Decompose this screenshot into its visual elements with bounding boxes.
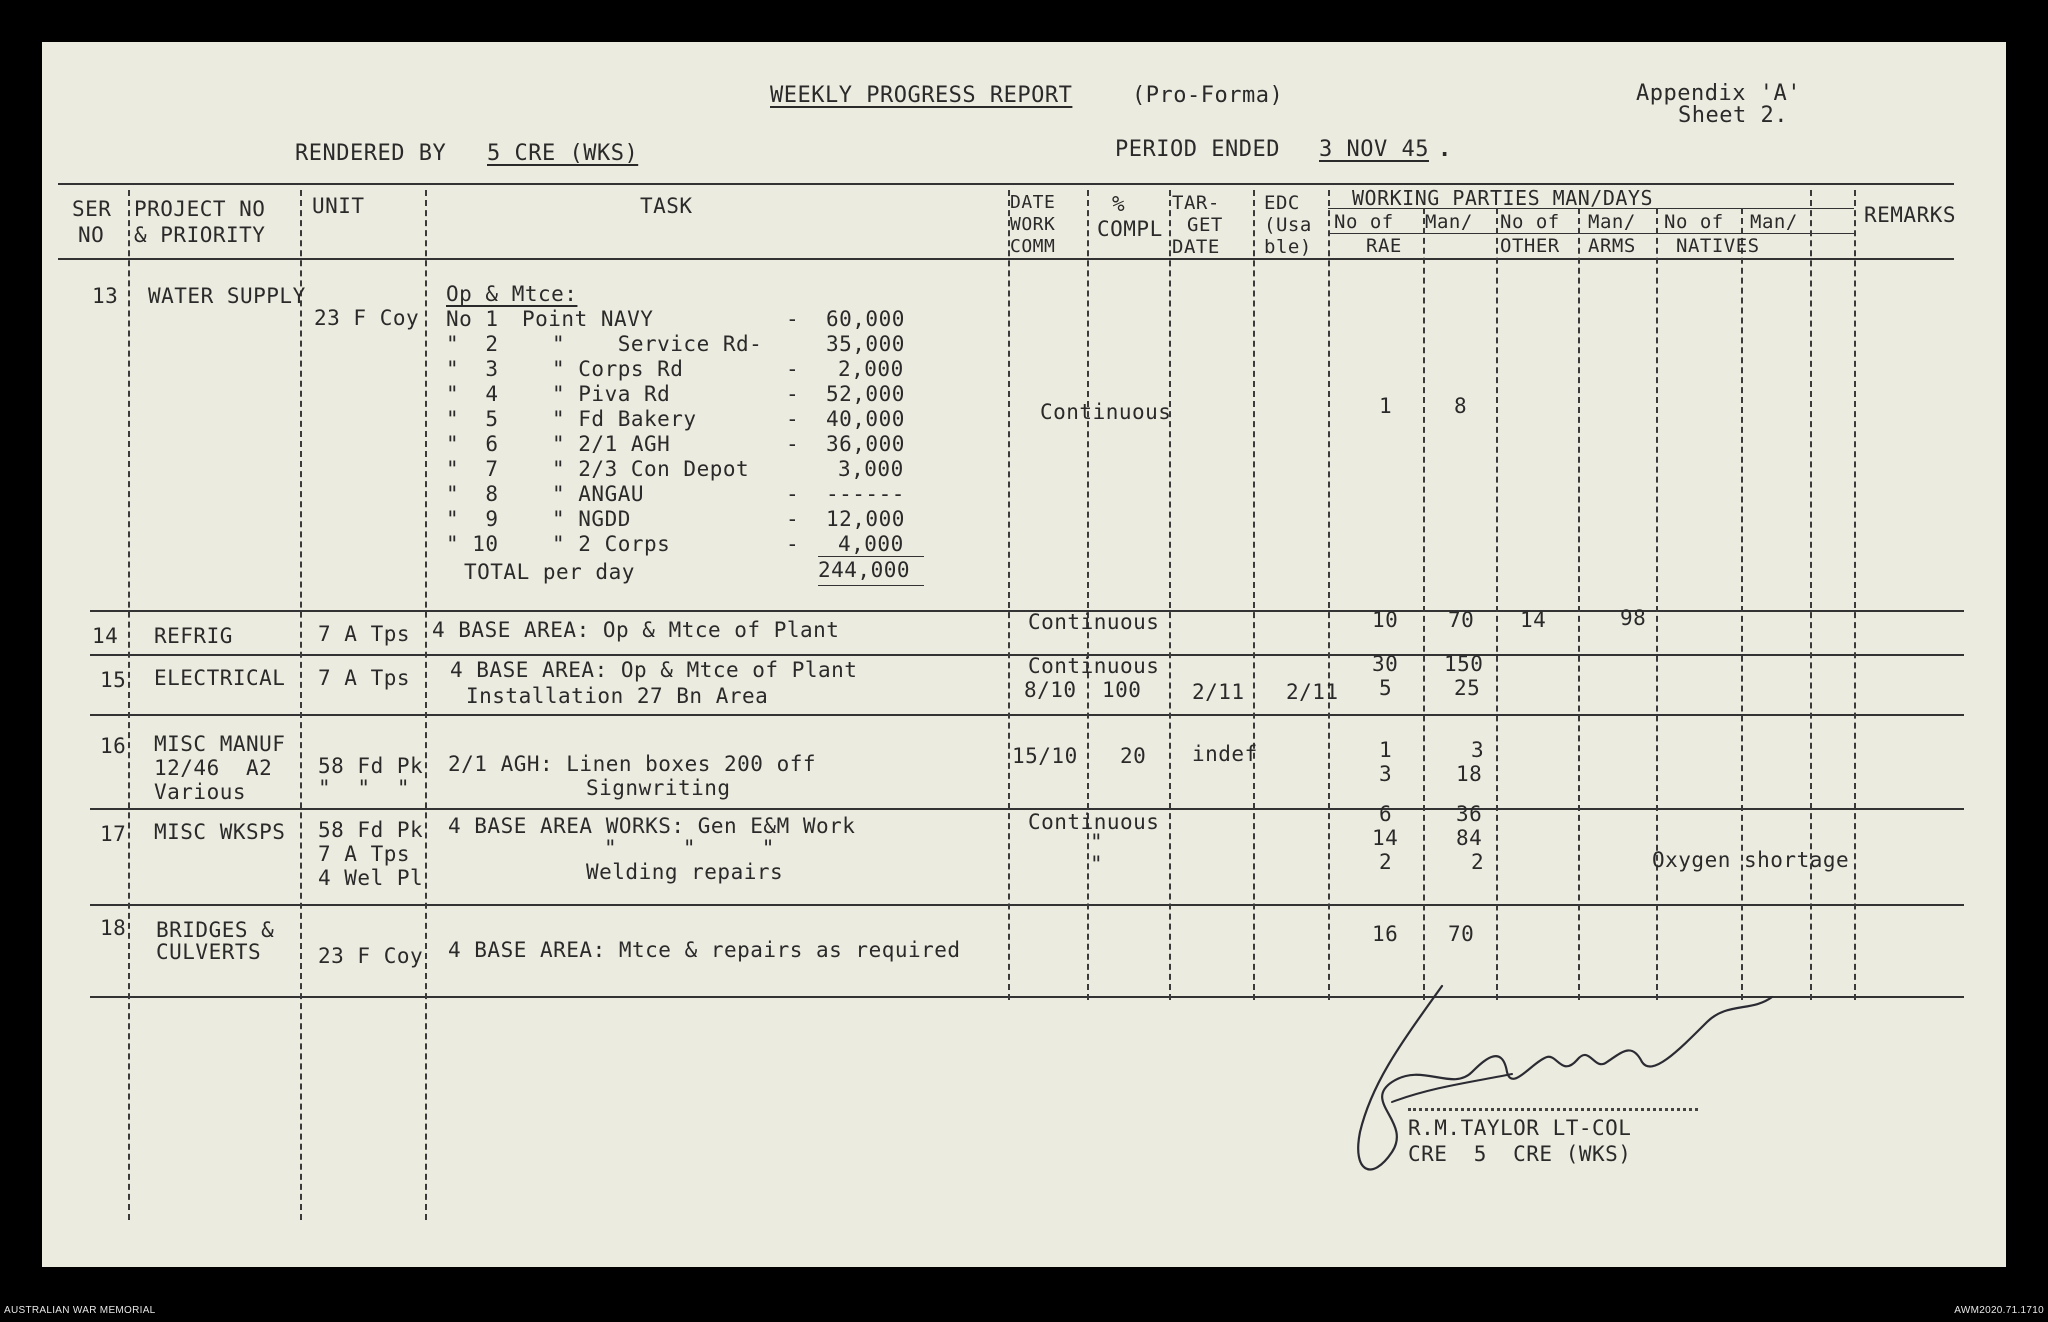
row-13-rae-no: 1 (1379, 394, 1393, 418)
col-header-arms: ARMS (1588, 235, 1636, 257)
row-16-rae-no-2: 3 (1379, 762, 1393, 786)
row-17-unit-1: 58 Fd Pk (318, 818, 424, 842)
row-15-date-1: Continuous (1028, 654, 1160, 678)
rendered-by-label: RENDERED BY (295, 141, 447, 166)
row-15-task-1: 4 BASE AREA: Op & Mtce of Plant (450, 658, 858, 682)
col-header-date-2: WORK (1010, 214, 1056, 235)
water-point-no: No 1 (446, 307, 499, 331)
col-header-edc-1: EDC (1264, 192, 1300, 214)
row-16-unit-1: 58 Fd Pk (318, 754, 424, 778)
row-18-project-2: CULVERTS (156, 940, 262, 964)
col-header-other: OTHER (1500, 235, 1560, 257)
row-rule-14 (90, 654, 1964, 656)
row-15-pct: 100 (1102, 678, 1142, 702)
row-rule-16 (90, 808, 1964, 810)
col-header-no: NO (78, 223, 105, 247)
col-header-rae-no: No of (1334, 211, 1394, 233)
row-17-task-3: Welding repairs (586, 860, 784, 884)
row-15-rae-no-2: 5 (1379, 676, 1393, 700)
col-header-task: TASK (640, 194, 693, 218)
row-rule-15 (90, 714, 1964, 716)
row-16-ser: 16 (100, 734, 127, 758)
row-17-project: MISC WKSPS (154, 820, 286, 844)
row-17-ser: 17 (100, 822, 127, 846)
row-13-total-label: TOTAL per day (464, 560, 635, 584)
col-rule-natives-man (1810, 190, 1812, 1000)
water-point-no: " 2 (446, 332, 499, 356)
row-16-task-2: Signwriting (586, 776, 731, 800)
col-header-target-3: DATE (1172, 236, 1220, 258)
row-15-project: ELECTRICAL (154, 666, 286, 690)
water-point-no: " 4 (446, 382, 499, 406)
total-rule-top (818, 556, 924, 557)
col-header-natives: NATIVES (1676, 235, 1760, 257)
col-header-date-1: DATE (1010, 192, 1056, 213)
row-14-unit: 7 A Tps (318, 622, 411, 646)
water-point-qty: ------ (826, 482, 905, 506)
handwritten-signature (1332, 982, 1832, 1212)
col-rule-other-no (1578, 208, 1580, 1000)
period-ended-label: PERIOD ENDED (1115, 137, 1280, 162)
water-point-name: " 2 Corps (552, 532, 671, 556)
col-header-rae-man: Man/ (1425, 211, 1473, 233)
water-point-name: " ANGAU (552, 482, 645, 506)
water-point-qty: 40,000 (826, 407, 905, 431)
water-point-dash: - (786, 507, 800, 531)
col-header-date-3: COMM (1010, 236, 1056, 257)
col-header-target-1: TAR- (1172, 192, 1220, 214)
col-rule-task (1008, 190, 1010, 1000)
row-17-rae-no-2: 14 (1372, 826, 1399, 850)
row-rule-17 (90, 904, 1964, 906)
col-rule-project (300, 190, 302, 1220)
row-17-rae-man-1: 36 (1456, 802, 1483, 826)
col-header-target-2: GET (1187, 214, 1223, 236)
row-17-date-1: Continuous (1028, 810, 1160, 834)
row-13-unit: 23 F Coy (314, 306, 420, 330)
header-bottom-rule (58, 258, 1954, 260)
row-16-target: indef (1192, 742, 1258, 766)
col-rule-rae-no (1423, 208, 1425, 1000)
row-15-unit: 7 A Tps (318, 666, 411, 690)
row-17-task-2: " " " (604, 836, 775, 860)
row-14-task: 4 BASE AREA: Op & Mtce of Plant (432, 618, 840, 642)
row-15-target: 2/11 (1192, 680, 1245, 704)
col-header-pct-1: % (1112, 192, 1126, 216)
row-17-date-3: " (1090, 852, 1104, 876)
row-16-task-1: 2/1 AGH: Linen boxes 200 off (448, 752, 817, 776)
water-point-name: " 2/1 AGH (552, 432, 671, 456)
water-point-dash: - (786, 407, 800, 431)
water-point-dash: - (786, 432, 800, 456)
water-point-name: " 2/3 Con Depot (552, 457, 750, 481)
row-15-edc: 2/11 (1286, 680, 1339, 704)
row-13-ser: 13 (92, 284, 119, 308)
row-17-remarks: Oxygen shortage (1652, 848, 1850, 872)
col-header-other-no: No of (1500, 211, 1560, 233)
table-top-rule (58, 183, 1954, 185)
water-point-no: " 7 (446, 457, 499, 481)
water-point-no: " 9 (446, 507, 499, 531)
water-point-name: " Piva Rd (552, 382, 671, 406)
col-rule-ser (128, 190, 130, 1220)
row-13-project: WATER SUPPLY (148, 284, 306, 308)
water-point-name: " Service Rd- (552, 332, 763, 356)
water-point-no: " 3 (446, 357, 499, 381)
col-rule-unit (425, 190, 427, 1220)
col-header-natives-man: Man/ (1750, 211, 1798, 233)
water-point-name: " Fd Bakery (552, 407, 697, 431)
rendered-by-value: 5 CRE (WKS) (487, 141, 639, 166)
water-point-dash: - (786, 532, 800, 556)
row-15-task-2: Installation 27 Bn Area (466, 684, 769, 708)
water-point-name: Point NAVY (522, 307, 654, 331)
row-14-ser: 14 (92, 624, 119, 648)
col-rule-edc (1328, 190, 1330, 1000)
row-17-task-1: 4 BASE AREA WORKS: Gen E&M Work (448, 814, 856, 838)
row-18-rae-no: 16 (1372, 922, 1399, 946)
row-17-unit-2: 7 A Tps (318, 842, 411, 866)
report-subtitle: (Pro-Forma) (1132, 83, 1284, 108)
row-16-rae-no-1: 1 (1379, 738, 1393, 762)
signature-line (1408, 1108, 1698, 1111)
water-point-qty: 3,000 (838, 457, 904, 481)
col-rule-remarks (1854, 190, 1856, 1000)
col-header-edc-2: (Usa (1264, 214, 1312, 236)
col-header-ser: SER (72, 197, 112, 221)
sheet-label: Sheet 2. (1678, 103, 1788, 128)
water-point-name: " Corps Rd (552, 357, 684, 381)
water-point-qty: 35,000 (826, 332, 905, 356)
row-16-unit-2: " " " (318, 776, 411, 800)
water-point-qty: 12,000 (826, 507, 905, 531)
row-14-other-no: 14 (1520, 608, 1547, 632)
row-17-rae-no-1: 6 (1379, 802, 1393, 826)
col-rule-other-man (1656, 208, 1658, 1000)
row-16-rae-man-2: 18 (1456, 762, 1483, 786)
water-point-dash: - (786, 307, 800, 331)
footer-catalogue-number: AWM2020.71.1710 (1954, 1305, 2044, 1316)
row-16-project-2: 12/46 A2 (154, 756, 273, 780)
row-16-rae-man-1: 3 (1471, 738, 1485, 762)
row-16-project-3: Various (154, 780, 247, 804)
row-14-project: REFRIG (154, 624, 233, 648)
total-rule-bottom (818, 585, 924, 586)
water-point-dash: - (786, 482, 800, 506)
footer-source: AUSTRALIAN WAR MEMORIAL (4, 1305, 156, 1316)
row-18-unit: 23 F Coy (318, 944, 424, 968)
row-15-date-2: 8/10 (1024, 678, 1077, 702)
row-15-rae-man-2: 25 (1454, 676, 1481, 700)
row-17-date-2: " (1090, 830, 1104, 854)
appendix-label: Appendix 'A' (1636, 81, 1801, 106)
row-13-task-head: Op & Mtce: (446, 282, 578, 306)
row-rule-13 (90, 610, 1964, 612)
row-16-date: 15/10 (1012, 744, 1078, 768)
row-14-rae-man: 70 (1448, 608, 1475, 632)
row-13-date: Continuous (1040, 400, 1172, 424)
period-ended-dot: . (1438, 137, 1452, 162)
row-17-rae-man-3: 2 (1471, 850, 1485, 874)
water-point-no: " 8 (446, 482, 499, 506)
row-15-ser: 15 (100, 668, 127, 692)
water-point-qty: 2,000 (838, 357, 904, 381)
col-header-edc-3: ble) (1264, 236, 1312, 258)
water-point-no: " 6 (446, 432, 499, 456)
col-rule-rae-man (1496, 208, 1498, 1000)
water-point-no: " 5 (446, 407, 499, 431)
water-point-name: " NGDD (552, 507, 631, 531)
row-13-total: 244,000 (818, 558, 911, 582)
row-18-rae-man: 70 (1448, 922, 1475, 946)
row-16-project-1: MISC MANUF (154, 732, 286, 756)
water-point-qty: 36,000 (826, 432, 905, 456)
col-header-other-man: Man/ (1588, 211, 1636, 233)
row-17-unit-3: 4 Wel Pl (318, 866, 424, 890)
row-14-rae-no: 10 (1372, 608, 1399, 632)
col-header-priority: & PRIORITY (134, 223, 266, 247)
water-point-qty: 4,000 (838, 532, 904, 556)
col-header-natives-no: No of (1664, 211, 1724, 233)
signatory-title: CRE 5 CRE (WKS) (1408, 1142, 1632, 1166)
col-header-working-parties: WORKING PARTIES MAN/DAYS (1352, 186, 1653, 210)
row-18-ser: 18 (100, 916, 127, 940)
water-point-dash: - (786, 382, 800, 406)
col-header-rae: RAE (1366, 235, 1402, 257)
col-rule-pct (1169, 190, 1171, 1000)
col-header-unit: UNIT (312, 194, 365, 218)
row-16-pct: 20 (1120, 744, 1147, 768)
row-17-rae-man-2: 84 (1456, 826, 1483, 850)
row-14-date: Continuous (1028, 610, 1160, 634)
col-header-project: PROJECT NO (134, 197, 266, 221)
row-13-rae-man: 8 (1454, 394, 1468, 418)
water-point-dash: - (786, 357, 800, 381)
col-header-remarks: REMARKS (1864, 203, 1957, 227)
water-point-no: " 10 (446, 532, 499, 556)
row-17-rae-no-3: 2 (1379, 850, 1393, 874)
col-rule-date (1087, 190, 1089, 1000)
col-rule-natives-no (1741, 208, 1743, 1000)
row-14-other-man: 98 (1620, 606, 1647, 630)
col-header-pct-2: COMPL (1097, 217, 1163, 241)
row-15-rae-no-1: 30 (1372, 652, 1399, 676)
col-rule-target (1253, 190, 1255, 1000)
water-point-qty: 60,000 (826, 307, 905, 331)
row-15-rae-man-1: 150 (1444, 652, 1484, 676)
water-point-qty: 52,000 (826, 382, 905, 406)
row-18-task: 4 BASE AREA: Mtce & repairs as required (448, 938, 961, 962)
period-ended-value: 3 NOV 45 (1319, 137, 1429, 162)
row-18-project-1: BRIDGES & (156, 918, 275, 942)
report-sheet (42, 42, 2006, 1267)
report-title: WEEKLY PROGRESS REPORT (770, 83, 1073, 108)
signatory-name: R.M.TAYLOR LT-COL (1408, 1116, 1632, 1140)
